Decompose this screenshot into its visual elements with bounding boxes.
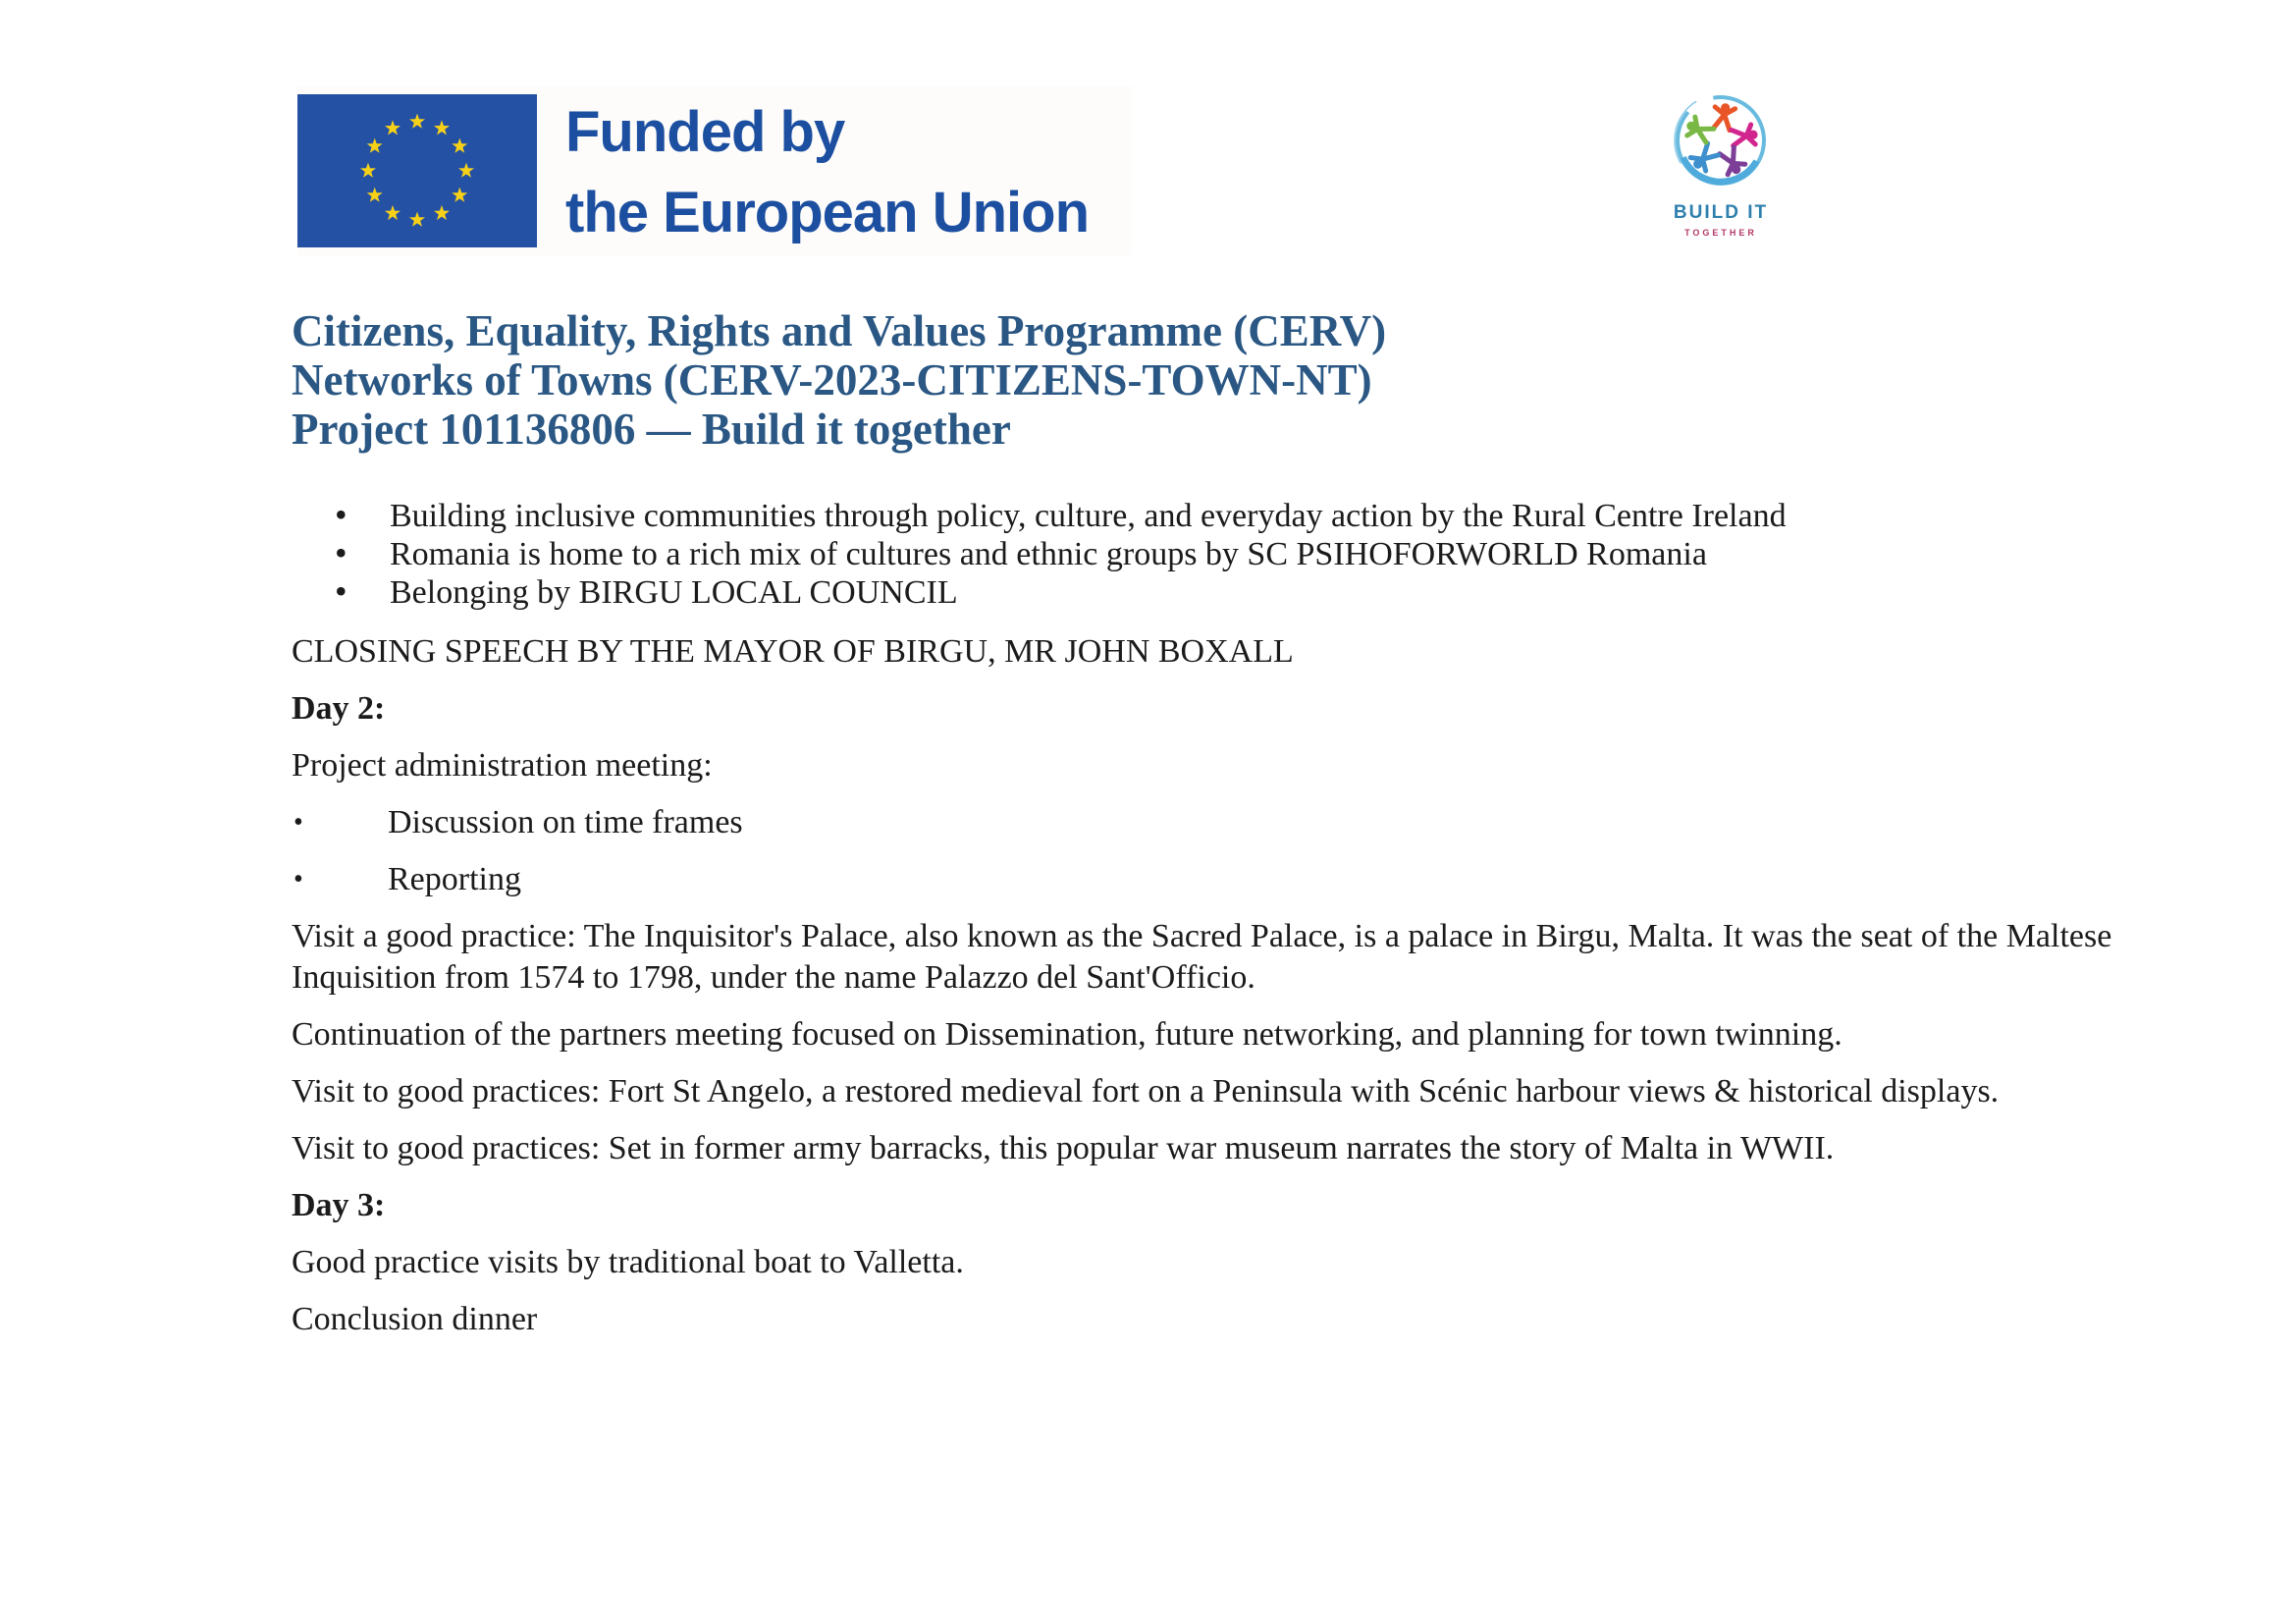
list-item: • Building inclusive communities through policy, culture, and everyday action by the Rural Centre Ireland [292,497,2117,535]
day-2-paragraph-war-museum: Visit to good practices: Set in former army barracks, this popular war museum narrates the story of Malta in WWII. [292,1130,1835,1166]
day-3-paragraph-boat-visits: Good practice visits by traditional boat to Valletta. [292,1244,964,1280]
closing-speech-line: CLOSING SPEECH BY THE MAYOR OF BIRGU, MR JOHN BOXALL [292,633,1294,670]
day-2-paragraph-fort-st-angelo: Visit to good practices: Fort St Angelo, a restored medieval fort on a Peninsula with Scénic harbour views & historical displays. [292,1073,2000,1110]
build-it-logo-subtitle: TOGETHER [1684,228,1757,238]
day-2-intro: Project administration meeting: [292,747,713,784]
eu-funded-logo [297,86,1132,255]
eu-funded-line-2: the European Union [565,181,1089,244]
day-2-paragraph-inquisitors-palace: Visit a good practice: The Inquisitor's Palace, also known as the Sacred Palace, is a palace in Birgu, Malta. It was the seat of the Maltese Inquisition from 1574 to 1798, under the name Palazzo del Sant'Officio. [292,918,2112,996]
programme-heading [292,306,2117,454]
day-2-bullet-list [292,802,2117,900]
list-item: • Discussion on time frames [292,802,2117,843]
list-item: • Romania is home to a rich mix of cultures and ethnic groups by SC PSIHOFORWORLD Romania [292,535,2117,573]
eu-flag-icon [297,94,537,247]
day-2-paragraph-partners-meeting: Continuation of the partners meeting focused on Dissemination, future networking, and planning for town twinning. [292,1016,1842,1053]
build-it-logo-icon [1647,86,1794,196]
document-content [292,306,2117,1356]
heading-line-project: Project 101136806 — Build it together [292,405,1011,454]
list-item: • Reporting [292,859,2117,900]
build-it-logo-title: BUILD IT [1673,202,1769,223]
day-3-paragraph-conclusion-dinner: Conclusion dinner [292,1301,538,1337]
day-2-title: Day 2: [292,690,386,727]
list-item: • Belonging by BIRGU LOCAL COUNCIL [292,573,2117,612]
day-3-title: Day 3: [292,1187,386,1223]
eu-funded-text [565,92,1089,253]
build-it-together-logo [1647,86,1794,238]
heading-line-programme: Citizens, Equality, Rights and Values Programme (CERV) [292,306,1387,355]
eu-funded-line-1: Funded by [565,100,845,164]
heading-line-network: Networks of Towns (CERV-2023-CITIZENS-TOWN-NT) [292,355,1372,405]
programme-bullet-list [292,497,2117,612]
